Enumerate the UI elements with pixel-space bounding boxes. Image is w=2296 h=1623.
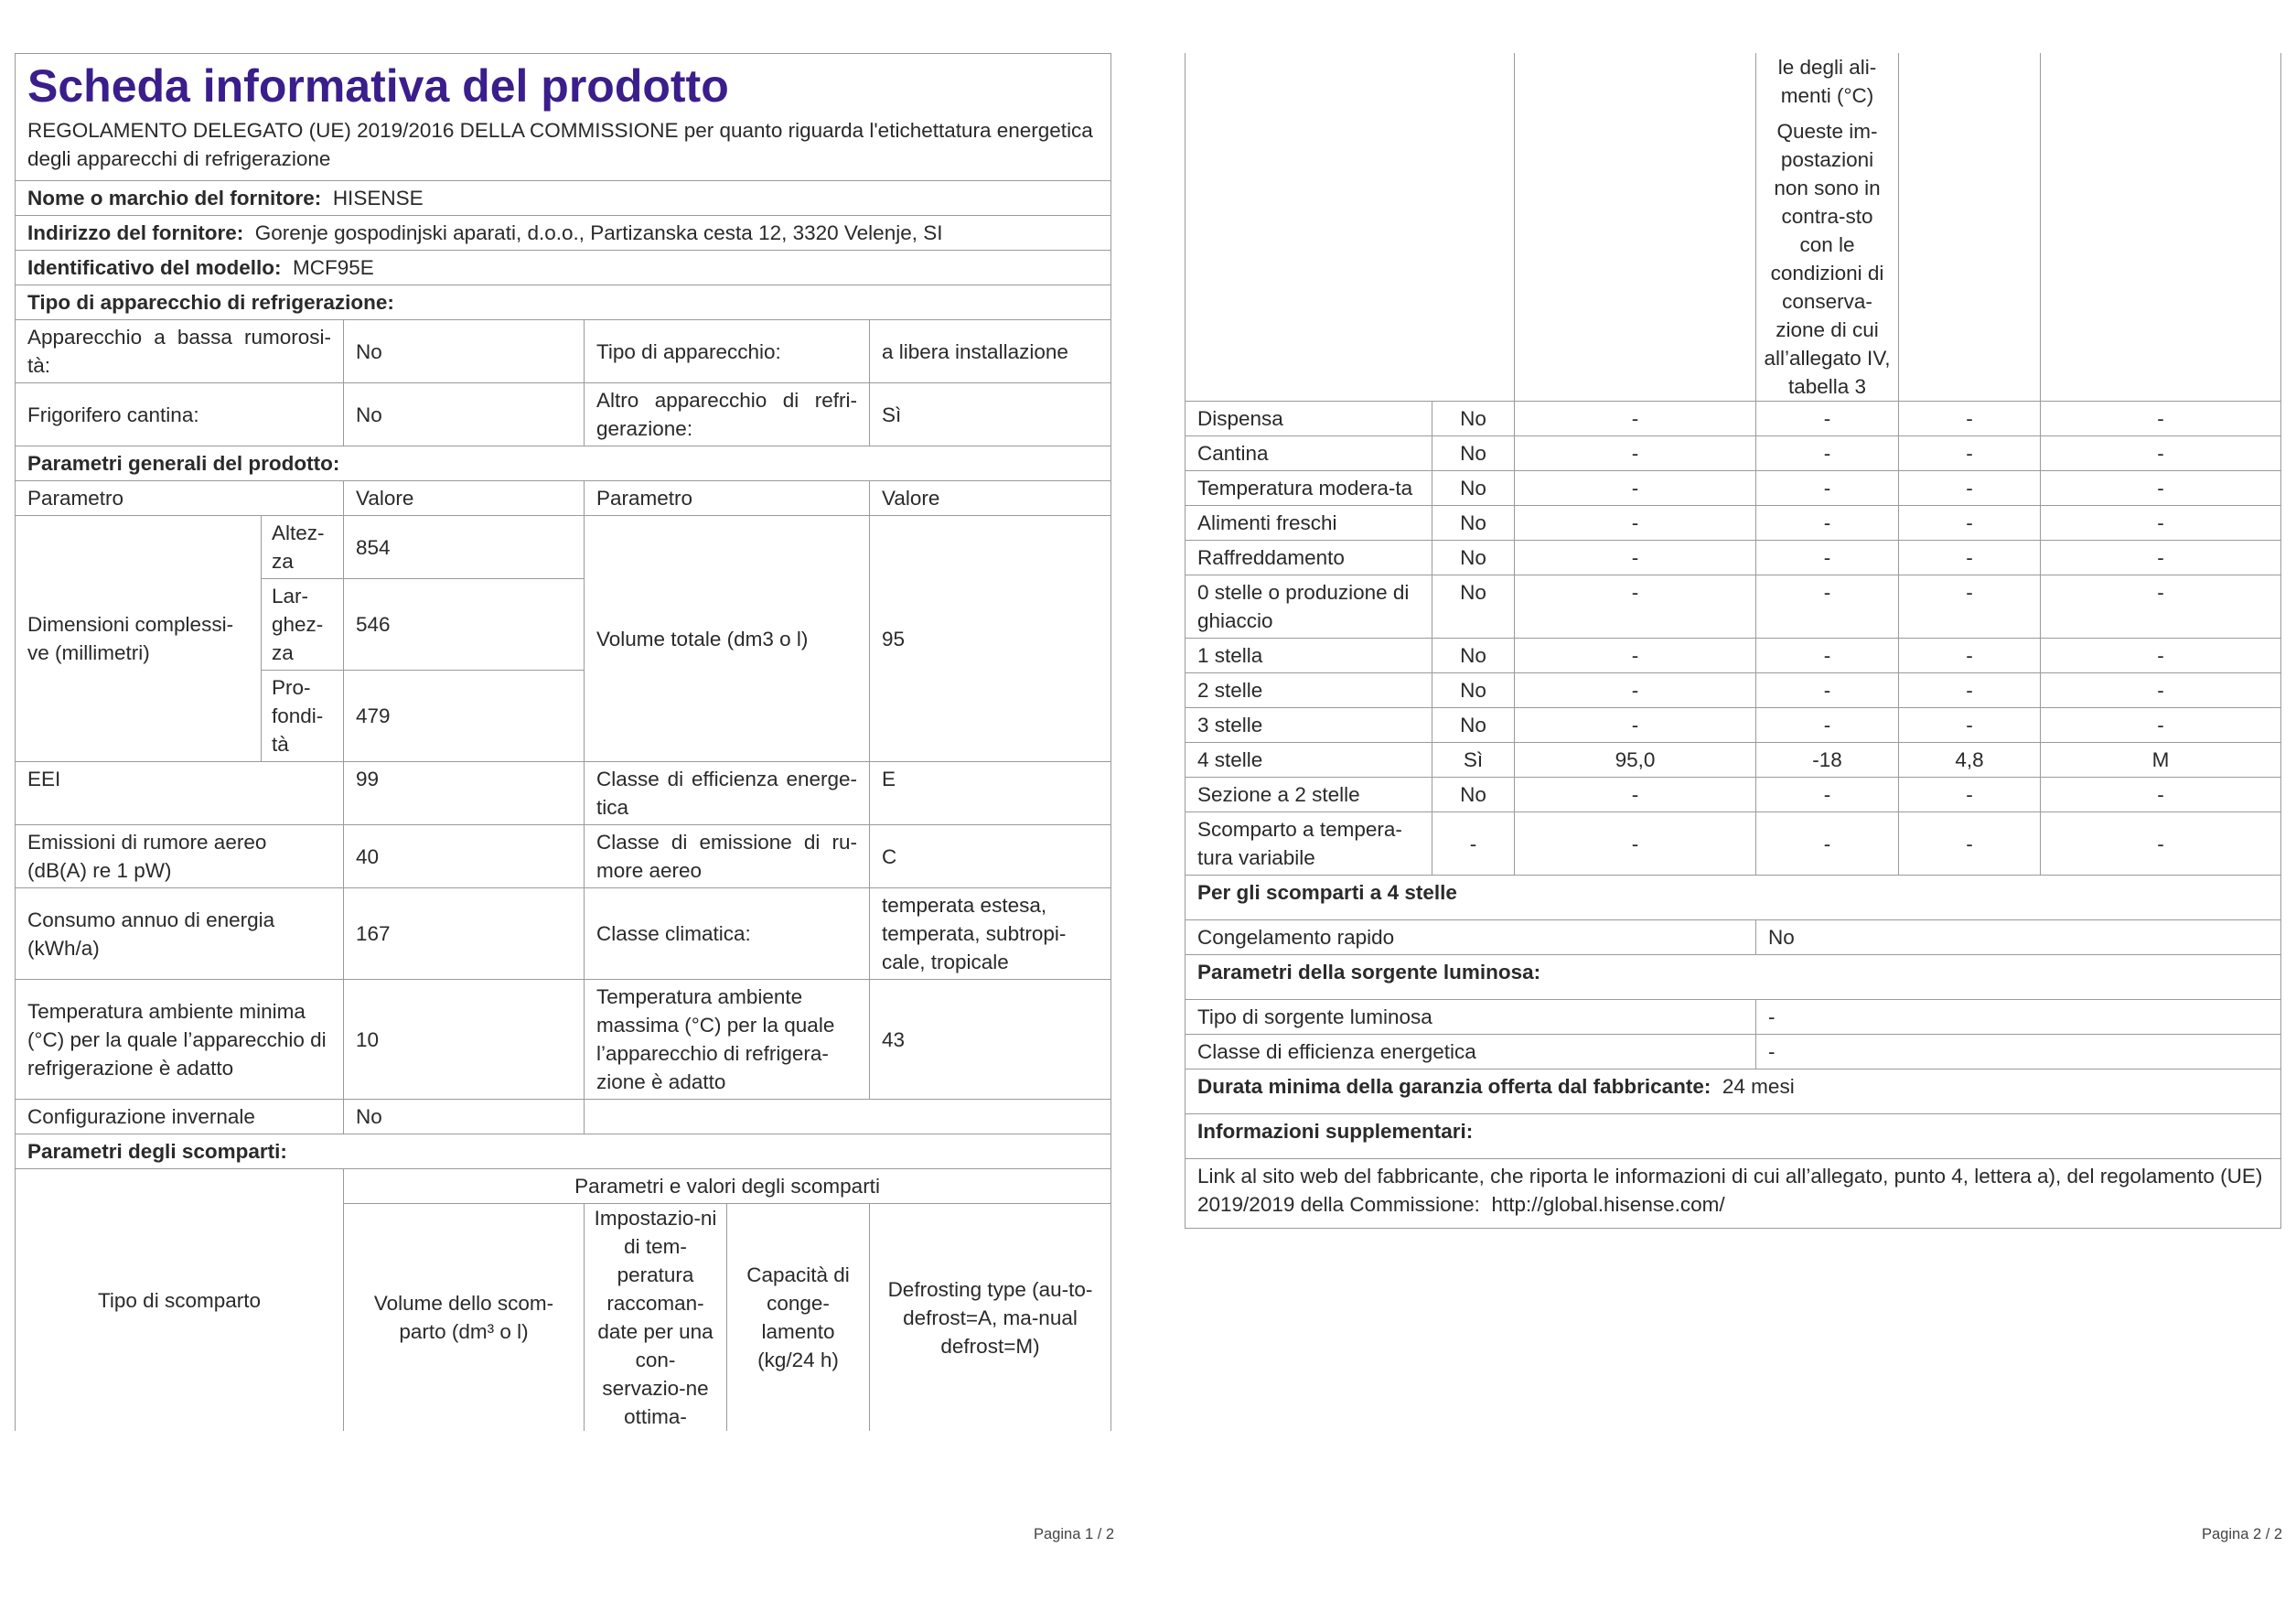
compartment-defrost: - (2041, 673, 2281, 708)
temp-header-cont-2: Queste im-postazioni non sono in contra-sto con le condizioni di conserva-zione di cui all’allegato IV, tabella 3 (1764, 120, 1891, 398)
compartment-temp: -18 (1756, 743, 1899, 778)
page-footer-2: Pagina 2 / 2 (2202, 1526, 2283, 1542)
compartment-row (1186, 778, 2281, 812)
compartment-name: 3 stelle (1186, 708, 1432, 743)
noise-label: Emissioni di rumore aereo (dB(A) re 1 pW) (16, 825, 344, 888)
compartment-volume: - (1515, 708, 1756, 743)
manufacturer-link-row (1186, 1159, 2281, 1229)
manufacturer-link[interactable]: http://global.hisense.com/ (1491, 1193, 1725, 1216)
noise-class-value: C (870, 825, 1111, 888)
supplier-address: Gorenje gospodinjski aparati, d.o.o., Partizanska cesta 12, 3320 Velenje, SI (254, 221, 943, 244)
compartment-present: No (1432, 471, 1515, 506)
compartment-row (1186, 402, 2281, 436)
model-label: Identificativo del modello: (27, 256, 282, 279)
winter-empty (585, 1100, 1111, 1134)
warranty-label: Durata minima della garanzia offerta dal fabbricante: (1197, 1075, 1711, 1098)
compartment-volume: 95,0 (1515, 743, 1756, 778)
compartment-row (1186, 812, 2281, 876)
compartment-freeze: 4,8 (1899, 743, 2041, 778)
total-volume-label: Volume totale (dm3 o l) (585, 516, 870, 762)
regulation-text: REGOLAMENTO DELEGATO (UE) 2019/2016 DELLA COMMISSIONE per quanto riguarda l'etichettatura energetica degli apparecchi di refrigerazione (27, 119, 1093, 170)
compartment-freeze: - (1899, 541, 2041, 575)
compartment-present: No (1432, 708, 1515, 743)
compartment-volume: - (1515, 402, 1756, 436)
compartment-freeze: - (1899, 778, 2041, 812)
compartment-defrost: - (2041, 541, 2281, 575)
col-param-header: Parametro (16, 481, 344, 516)
fast-freeze-value: No (1756, 920, 2281, 955)
energy-class-label: Classe di efficienza energe-tica (585, 762, 870, 825)
compartment-present: No (1432, 436, 1515, 471)
compartments-table (1185, 53, 2281, 1229)
other-appliance-label: Altro apparecchio di refri-gerazione: (585, 383, 870, 446)
compartment-volume: - (1515, 778, 1756, 812)
appliance-type-heading: Tipo di apparecchio di refrigerazione: (16, 285, 1111, 320)
compartment-name: Sezione a 2 stelle (1186, 778, 1432, 812)
noise-value: 40 (344, 825, 585, 888)
compartment-row (1186, 575, 2281, 639)
page-1 (15, 53, 1110, 1431)
compartment-volume: - (1515, 436, 1756, 471)
noise-class-label: Classe di emissione di ru-more aereo (585, 825, 870, 888)
compartment-temp: - (1756, 673, 1899, 708)
compartment-temp: - (1756, 778, 1899, 812)
light-type-value: - (1756, 1000, 2281, 1035)
compartment-freeze: - (1899, 575, 2041, 639)
page-2 (1185, 53, 2280, 1229)
compartment-freeze: - (1899, 506, 2041, 541)
dimensions-label: Dimensioni complessi-ve (millimetri) (16, 516, 262, 762)
compartment-row (1186, 436, 2281, 471)
compartment-name: Cantina (1186, 436, 1432, 471)
comp-type-header: Tipo di scomparto (16, 1169, 344, 1432)
compartment-name: 4 stelle (1186, 743, 1432, 778)
compartment-row (1186, 471, 2281, 506)
light-class-label: Classe di efficienza energetica (1186, 1035, 1756, 1069)
compartment-temp: - (1756, 402, 1899, 436)
compartment-freeze: - (1899, 402, 2041, 436)
comp-params-header: Parametri e valori degli scomparti (344, 1169, 1111, 1204)
compartment-defrost: - (2041, 402, 2281, 436)
compartment-temp: - (1756, 506, 1899, 541)
compartment-volume: - (1515, 812, 1756, 876)
compartment-defrost: - (2041, 639, 2281, 673)
page-footer-1: Pagina 1 / 2 (1034, 1526, 1115, 1542)
compartment-defrost: - (2041, 506, 2281, 541)
compartment-defrost: - (2041, 575, 2281, 639)
light-class-value: - (1756, 1035, 2281, 1069)
warranty-row (1186, 1069, 2281, 1114)
comp-defrost-header-cont (2041, 53, 2281, 402)
compartment-name: 1 stella (1186, 639, 1432, 673)
supplier-name-row (16, 181, 1111, 216)
compartment-freeze: - (1899, 708, 2041, 743)
min-temp-value: 10 (344, 980, 585, 1100)
appliance-type-value: a libera installazione (870, 320, 1111, 383)
height-label: Altez-za (262, 516, 344, 579)
comp-temp-header-cont (1756, 53, 1899, 402)
compartment-temp: - (1756, 541, 1899, 575)
energy-class-value: E (870, 762, 1111, 825)
width-value: 546 (344, 579, 585, 671)
link-text: Link al sito web del fabbricante, che riporta le informazioni di cui all’allegato, punto 4, lettera a), del regolamento (UE) 2019/2019 della Commissione: (1197, 1165, 2263, 1216)
height-value: 854 (344, 516, 585, 579)
model-row (16, 251, 1111, 285)
compartments-heading: Parametri degli scomparti: (16, 1134, 1111, 1169)
compartment-volume: - (1515, 471, 1756, 506)
climate-class-value: temperata estesa, temperata, subtropi-cale, tropicale (870, 888, 1111, 980)
compartment-freeze: - (1899, 436, 2041, 471)
compartment-temp: - (1756, 639, 1899, 673)
supplier-name: HISENSE (332, 187, 424, 210)
compartment-present: No (1432, 778, 1515, 812)
low-noise-value: No (344, 320, 585, 383)
comp-defrost-header: Defrosting type (au-to-defrost=A, ma-nual defrost=M) (870, 1204, 1111, 1432)
depth-value: 479 (344, 671, 585, 762)
compartment-present: No (1432, 402, 1515, 436)
appliance-type-label: Tipo di apparecchio: (585, 320, 870, 383)
width-label: Lar-ghez-za (262, 579, 344, 671)
supplier-address-label: Indirizzo del fornitore: (27, 221, 244, 244)
wine-label: Frigorifero cantina: (16, 383, 344, 446)
compartment-freeze: - (1899, 471, 2041, 506)
compartment-volume: - (1515, 639, 1756, 673)
compartment-freeze: - (1899, 673, 2041, 708)
compartment-name: Dispensa (1186, 402, 1432, 436)
winter-value: No (344, 1100, 585, 1134)
col-value-header: Valore (344, 481, 585, 516)
compartment-row (1186, 673, 2281, 708)
compartment-volume: - (1515, 575, 1756, 639)
winter-label: Configurazione invernale (16, 1100, 344, 1134)
comp-volume-header-cont (1515, 53, 1756, 402)
compartment-name: Temperatura modera-ta (1186, 471, 1432, 506)
title-block (16, 54, 1111, 181)
col-value-header-2: Valore (870, 481, 1111, 516)
total-volume-value: 95 (870, 516, 1111, 762)
depth-label: Pro-fondi-tà (262, 671, 344, 762)
compartment-name: Raffreddamento (1186, 541, 1432, 575)
compartment-name: 2 stelle (1186, 673, 1432, 708)
compartment-present: No (1432, 639, 1515, 673)
energy-consumption-label: Consumo annuo di energia (kWh/a) (16, 888, 344, 980)
product-info-table (15, 53, 1111, 1431)
general-params-heading: Parametri generali del prodotto: (16, 446, 1111, 481)
supplier-name-label: Nome o marchio del fornitore: (27, 187, 322, 210)
col-param-header-2: Parametro (585, 481, 870, 516)
page-title: Scheda informativa del prodotto (27, 60, 729, 112)
compartment-freeze: - (1899, 639, 2041, 673)
compartment-volume: - (1515, 673, 1756, 708)
compartment-present: Sì (1432, 743, 1515, 778)
compartment-volume: - (1515, 506, 1756, 541)
compartment-row (1186, 743, 2281, 778)
compartment-temp: - (1756, 575, 1899, 639)
compartment-present: No (1432, 673, 1515, 708)
compartment-temp: - (1756, 436, 1899, 471)
compartment-defrost: - (2041, 812, 2281, 876)
extra-info-heading: Informazioni supplementari: (1186, 1114, 2281, 1159)
compartment-temp: - (1756, 471, 1899, 506)
comp-volume-header: Volume dello scom-parto (dm³ o l) (344, 1204, 585, 1432)
compartment-present: No (1432, 541, 1515, 575)
fast-freeze-label: Congelamento rapido (1186, 920, 1756, 955)
compartment-name: Scomparto a tempera-tura variabile (1186, 812, 1432, 876)
other-appliance-value: Sì (870, 383, 1111, 446)
compartment-name: 0 stelle o produzione di ghiaccio (1186, 575, 1432, 639)
compartment-volume: - (1515, 541, 1756, 575)
compartment-defrost: - (2041, 471, 2281, 506)
compartment-defrost: - (2041, 436, 2281, 471)
compartment-defrost: - (2041, 708, 2281, 743)
temp-header-cont-1: le degli ali-menti (°C) (1777, 56, 1877, 107)
compartment-defrost: - (2041, 778, 2281, 812)
max-temp-label: Temperatura ambiente massima (°C) per la quale l’apparecchio di refrigera-zione è adatto (585, 980, 870, 1100)
warranty-value: 24 mesi (1722, 1075, 1795, 1098)
comp-type-header-cont (1186, 53, 1515, 402)
comp-freeze-header: Capacità di conge-lamento (kg/24 h) (727, 1204, 870, 1432)
four-star-heading: Per gli scomparti a 4 stelle (1186, 876, 2281, 920)
compartment-present: - (1432, 812, 1515, 876)
energy-consumption-value: 167 (344, 888, 585, 980)
compartment-row (1186, 708, 2281, 743)
compartment-row (1186, 541, 2281, 575)
model-id: MCF95E (293, 256, 374, 279)
supplier-address-row (16, 216, 1111, 251)
max-temp-value: 43 (870, 980, 1111, 1100)
compartment-row (1186, 639, 2281, 673)
eei-label: EEI (16, 762, 344, 825)
compartment-defrost: M (2041, 743, 2281, 778)
eei-value: 99 (344, 762, 585, 825)
compartment-row (1186, 506, 2281, 541)
comp-freeze-header-cont (1899, 53, 2041, 402)
light-heading: Parametri della sorgente luminosa: (1186, 955, 2281, 1000)
comp-temp-header: Impostazio-ni di tem-peratura raccoman-date per una con-servazio-ne ottima- (585, 1204, 727, 1432)
wine-value: No (344, 383, 585, 446)
compartment-present: No (1432, 575, 1515, 639)
min-temp-label: Temperatura ambiente minima (°C) per la quale l’apparecchio di refrigerazione è adatto (16, 980, 344, 1100)
light-type-label: Tipo di sorgente luminosa (1186, 1000, 1756, 1035)
compartment-name: Alimenti freschi (1186, 506, 1432, 541)
compartment-present: No (1432, 506, 1515, 541)
climate-class-label: Classe climatica: (585, 888, 870, 980)
low-noise-label: Apparecchio a bassa rumorosi-tà: (16, 320, 344, 383)
compartment-temp: - (1756, 812, 1899, 876)
compartment-freeze: - (1899, 812, 2041, 876)
compartment-temp: - (1756, 708, 1899, 743)
